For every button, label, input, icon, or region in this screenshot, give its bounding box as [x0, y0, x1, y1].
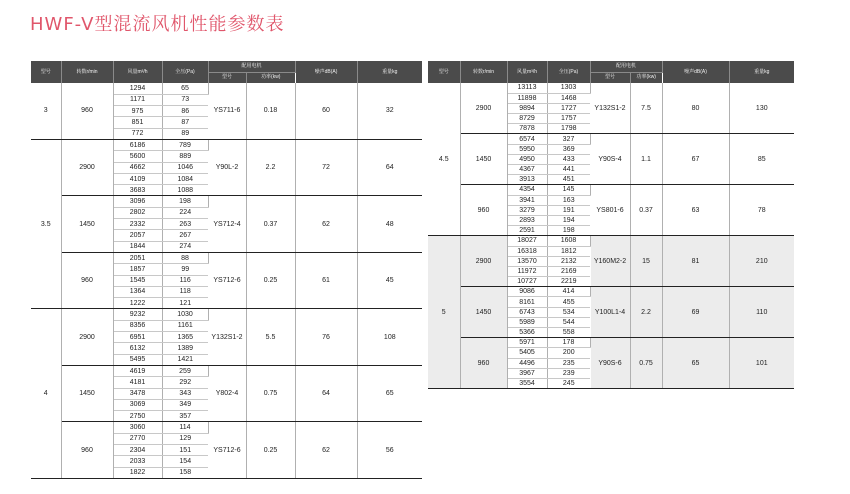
pressure-cell: 178 [547, 338, 590, 348]
speed-cell: 960 [460, 338, 507, 389]
pressure-cell: 129 [162, 433, 208, 444]
airflow-cell: 3279 [507, 205, 547, 215]
header-model: 型号 [31, 61, 61, 83]
airflow-cell: 18027 [507, 236, 547, 246]
airflow-cell: 4950 [507, 154, 547, 164]
airflow-cell: 13113 [507, 83, 547, 93]
pressure-cell: 267 [162, 230, 208, 241]
motor-model-cell: Y100L1-4 [590, 287, 630, 338]
airflow-cell: 2332 [113, 219, 162, 230]
table-row [428, 134, 794, 144]
pressure-cell: 224 [162, 207, 208, 218]
airflow-cell: 5366 [507, 328, 547, 338]
table-row [428, 83, 794, 93]
table-row [31, 422, 422, 433]
weight-cell: 78 [729, 185, 794, 236]
pressure-cell: 1088 [162, 185, 208, 196]
pressure-cell: 433 [547, 154, 590, 164]
airflow-cell: 6132 [113, 343, 162, 354]
motor-power-cell: 2.2 [246, 139, 295, 195]
airflow-cell: 3941 [507, 195, 547, 205]
header-weight: 重量kg [729, 61, 794, 83]
noise-cell: 62 [295, 422, 357, 478]
airflow-cell: 5971 [507, 338, 547, 348]
motor-model-cell: YS712-6 [208, 252, 246, 308]
airflow-cell: 2770 [113, 433, 162, 444]
table-body-left [31, 83, 422, 478]
pressure-cell: 263 [162, 219, 208, 230]
airflow-cell: 9232 [113, 309, 162, 320]
pressure-cell: 88 [162, 252, 208, 263]
noise-cell: 61 [295, 252, 357, 308]
pressure-cell: 151 [162, 445, 208, 456]
table-row [31, 252, 422, 263]
speed-cell: 960 [61, 252, 113, 308]
speed-cell: 2900 [61, 139, 113, 195]
pressure-cell: 114 [162, 422, 208, 433]
model-cell: 4.5 [428, 83, 460, 236]
airflow-cell: 2893 [507, 215, 547, 225]
speed-cell: 2900 [460, 236, 507, 287]
header-motor-group: 配用电机 [590, 61, 662, 72]
weight-cell: 64 [357, 139, 422, 195]
pressure-cell: 239 [547, 368, 590, 378]
header-noise: 噪声dB(A) [295, 61, 357, 83]
airflow-cell: 3096 [113, 196, 162, 207]
noise-cell: 67 [662, 134, 729, 185]
pressure-cell: 200 [547, 348, 590, 358]
pressure-cell: 121 [162, 298, 208, 309]
pressure-cell: 534 [547, 307, 590, 317]
header-pressure: 全压(Pa) [547, 61, 590, 83]
airflow-cell: 4354 [507, 185, 547, 195]
noise-cell: 80 [662, 83, 729, 134]
header-pressure: 全压(Pa) [162, 61, 208, 83]
pressure-cell: 2132 [547, 256, 590, 266]
pressure-cell: 158 [162, 467, 208, 478]
table-row [31, 309, 422, 320]
header-motor-model: 型号 [590, 72, 630, 83]
pressure-cell: 1365 [162, 332, 208, 343]
airflow-cell: 9894 [507, 103, 547, 113]
pressure-cell: 1468 [547, 93, 590, 103]
airflow-cell: 2304 [113, 445, 162, 456]
pressure-cell: 1030 [162, 309, 208, 320]
speed-cell: 1450 [460, 287, 507, 338]
weight-cell: 32 [357, 83, 422, 139]
motor-model-cell: Y90S-4 [590, 134, 630, 185]
speed-cell: 1450 [61, 196, 113, 252]
airflow-cell: 6186 [113, 139, 162, 150]
motor-power-cell: 0.75 [630, 338, 662, 389]
noise-cell: 81 [662, 236, 729, 287]
page-title: HWF-V型混流风机性能参数表 [30, 14, 285, 35]
pressure-cell: 86 [162, 106, 208, 117]
airflow-cell: 5950 [507, 144, 547, 154]
header-airflow: 风量m³/h [507, 61, 547, 83]
table-row [428, 185, 794, 195]
pressure-cell: 1757 [547, 114, 590, 124]
header-motor-power: 功率(kw) [246, 72, 295, 83]
pressure-cell: 1389 [162, 343, 208, 354]
pressure-cell: 1046 [162, 162, 208, 173]
weight-cell: 210 [729, 236, 794, 287]
airflow-cell: 975 [113, 106, 162, 117]
airflow-cell: 16318 [507, 246, 547, 256]
motor-model-cell: YS712-6 [208, 422, 246, 478]
pressure-cell: 191 [547, 205, 590, 215]
airflow-cell: 2033 [113, 456, 162, 467]
airflow-cell: 1222 [113, 298, 162, 309]
performance-table-left [31, 61, 422, 479]
airflow-cell: 3060 [113, 422, 162, 433]
weight-cell: 56 [357, 422, 422, 478]
pressure-cell: 198 [162, 196, 208, 207]
pressure-cell: 451 [547, 175, 590, 185]
pressure-cell: 1303 [547, 83, 590, 93]
airflow-cell: 1171 [113, 94, 162, 105]
pressure-cell: 558 [547, 328, 590, 338]
motor-power-cell: 7.5 [630, 83, 662, 134]
airflow-cell: 3478 [113, 388, 162, 399]
pressure-cell: 2219 [547, 277, 590, 287]
motor-model-cell: YS711-6 [208, 83, 246, 139]
header-speed: 转数r/min [460, 61, 507, 83]
pressure-cell: 235 [547, 358, 590, 368]
motor-model-cell: YS801-6 [590, 185, 630, 236]
model-cell: 4 [31, 309, 61, 478]
motor-model-cell: Y802-4 [208, 365, 246, 421]
table-row [428, 287, 794, 297]
pressure-cell: 1727 [547, 103, 590, 113]
noise-cell: 63 [662, 185, 729, 236]
pressure-cell: 154 [162, 456, 208, 467]
pressure-cell: 544 [547, 317, 590, 327]
pressure-cell: 198 [547, 226, 590, 236]
airflow-cell: 1857 [113, 264, 162, 275]
header-motor-group: 配用电机 [208, 61, 295, 72]
pressure-cell: 245 [547, 378, 590, 388]
airflow-cell: 6743 [507, 307, 547, 317]
pressure-cell: 889 [162, 151, 208, 162]
weight-cell: 48 [357, 196, 422, 252]
motor-model-cell: Y132S1-2 [590, 83, 630, 134]
airflow-cell: 11898 [507, 93, 547, 103]
noise-cell: 76 [295, 309, 357, 365]
model-cell: 5 [428, 236, 460, 389]
airflow-cell: 2057 [113, 230, 162, 241]
pressure-cell: 414 [547, 287, 590, 297]
pressure-cell: 1812 [547, 246, 590, 256]
pressure-cell: 118 [162, 286, 208, 297]
airflow-cell: 8729 [507, 114, 547, 124]
airflow-cell: 1294 [113, 83, 162, 94]
weight-cell: 45 [357, 252, 422, 308]
motor-model-cell: Y160M2-2 [590, 236, 630, 287]
airflow-cell: 6951 [113, 332, 162, 343]
airflow-cell: 1822 [113, 467, 162, 478]
noise-cell: 65 [662, 338, 729, 389]
airflow-cell: 851 [113, 117, 162, 128]
airflow-cell: 3069 [113, 399, 162, 410]
weight-cell: 65 [357, 365, 422, 421]
weight-cell: 108 [357, 309, 422, 365]
speed-cell: 1450 [460, 134, 507, 185]
header-model: 型号 [428, 61, 460, 83]
airflow-cell: 11972 [507, 266, 547, 276]
pressure-cell: 292 [162, 377, 208, 388]
airflow-cell: 4619 [113, 365, 162, 376]
noise-cell: 60 [295, 83, 357, 139]
pressure-cell: 441 [547, 165, 590, 175]
weight-cell: 130 [729, 83, 794, 134]
pressure-cell: 194 [547, 215, 590, 225]
airflow-cell: 8161 [507, 297, 547, 307]
airflow-cell: 3967 [507, 368, 547, 378]
pressure-cell: 369 [547, 144, 590, 154]
table-row [428, 338, 794, 348]
airflow-cell: 2591 [507, 226, 547, 236]
pressure-cell: 89 [162, 128, 208, 139]
header-speed: 转数r/min [61, 61, 113, 83]
speed-cell: 960 [460, 185, 507, 236]
header-noise: 噪声dB(A) [662, 61, 729, 83]
airflow-cell: 2750 [113, 411, 162, 422]
airflow-cell: 772 [113, 128, 162, 139]
motor-power-cell: 0.18 [246, 83, 295, 139]
table-row [31, 139, 422, 150]
airflow-cell: 3683 [113, 185, 162, 196]
motor-model-cell: Y90L-2 [208, 139, 246, 195]
airflow-cell: 6574 [507, 134, 547, 144]
airflow-cell: 8356 [113, 320, 162, 331]
motor-power-cell: 0.25 [246, 252, 295, 308]
motor-power-cell: 5.5 [246, 309, 295, 365]
speed-cell: 960 [61, 83, 113, 139]
motor-power-cell: 0.75 [246, 365, 295, 421]
airflow-cell: 4367 [507, 165, 547, 175]
model-cell: 3 [31, 83, 61, 139]
weight-cell: 101 [729, 338, 794, 389]
speed-cell: 2900 [460, 83, 507, 134]
header-airflow: 风量m³/h [113, 61, 162, 83]
airflow-cell: 5600 [113, 151, 162, 162]
motor-model-cell: Y90S-6 [590, 338, 630, 389]
airflow-cell: 2051 [113, 252, 162, 263]
airflow-cell: 9086 [507, 287, 547, 297]
noise-cell: 72 [295, 139, 357, 195]
pressure-cell: 163 [547, 195, 590, 205]
pressure-cell: 87 [162, 117, 208, 128]
airflow-cell: 4181 [113, 377, 162, 388]
noise-cell: 62 [295, 196, 357, 252]
pressure-cell: 343 [162, 388, 208, 399]
weight-cell: 110 [729, 287, 794, 338]
speed-cell: 2900 [61, 309, 113, 365]
airflow-cell: 1545 [113, 275, 162, 286]
pressure-cell: 1608 [547, 236, 590, 246]
table-body-right [428, 83, 794, 389]
airflow-cell: 10727 [507, 277, 547, 287]
pressure-cell: 1084 [162, 173, 208, 184]
noise-cell: 69 [662, 287, 729, 338]
motor-power-cell: 0.37 [630, 185, 662, 236]
pressure-cell: 274 [162, 241, 208, 252]
motor-power-cell: 15 [630, 236, 662, 287]
pressure-cell: 349 [162, 399, 208, 410]
airflow-cell: 3913 [507, 175, 547, 185]
pressure-cell: 73 [162, 94, 208, 105]
pressure-cell: 455 [547, 297, 590, 307]
airflow-cell: 3554 [507, 378, 547, 388]
pressure-cell: 99 [162, 264, 208, 275]
header-motor-power: 功率(kw) [630, 72, 662, 83]
airflow-cell: 13570 [507, 256, 547, 266]
motor-model-cell: Y132S1-2 [208, 309, 246, 365]
pressure-cell: 259 [162, 365, 208, 376]
table-row [31, 365, 422, 376]
pressure-cell: 145 [547, 185, 590, 195]
table-row [31, 196, 422, 207]
pressure-cell: 789 [162, 139, 208, 150]
motor-power-cell: 1.1 [630, 134, 662, 185]
pressure-cell: 1421 [162, 354, 208, 365]
weight-cell: 85 [729, 134, 794, 185]
motor-power-cell: 2.2 [630, 287, 662, 338]
airflow-cell: 4109 [113, 173, 162, 184]
motor-power-cell: 0.37 [246, 196, 295, 252]
airflow-cell: 5405 [507, 348, 547, 358]
table-row [428, 236, 794, 246]
airflow-cell: 5495 [113, 354, 162, 365]
airflow-cell: 4496 [507, 358, 547, 368]
pressure-cell: 116 [162, 275, 208, 286]
header-motor-model: 型号 [208, 72, 246, 83]
pressure-cell: 1161 [162, 320, 208, 331]
airflow-cell: 7878 [507, 124, 547, 134]
airflow-cell: 2802 [113, 207, 162, 218]
speed-cell: 960 [61, 422, 113, 478]
airflow-cell: 1364 [113, 286, 162, 297]
header-weight: 重量kg [357, 61, 422, 83]
pressure-cell: 2169 [547, 266, 590, 276]
performance-table-right [428, 61, 794, 389]
airflow-cell: 5989 [507, 317, 547, 327]
motor-power-cell: 0.25 [246, 422, 295, 478]
airflow-cell: 1844 [113, 241, 162, 252]
pressure-cell: 327 [547, 134, 590, 144]
pressure-cell: 357 [162, 411, 208, 422]
noise-cell: 64 [295, 365, 357, 421]
speed-cell: 1450 [61, 365, 113, 421]
model-cell: 3.5 [31, 139, 61, 308]
pressure-cell: 1798 [547, 124, 590, 134]
table-row [31, 83, 422, 94]
motor-model-cell: YS712-4 [208, 196, 246, 252]
airflow-cell: 4662 [113, 162, 162, 173]
pressure-cell: 65 [162, 83, 208, 94]
